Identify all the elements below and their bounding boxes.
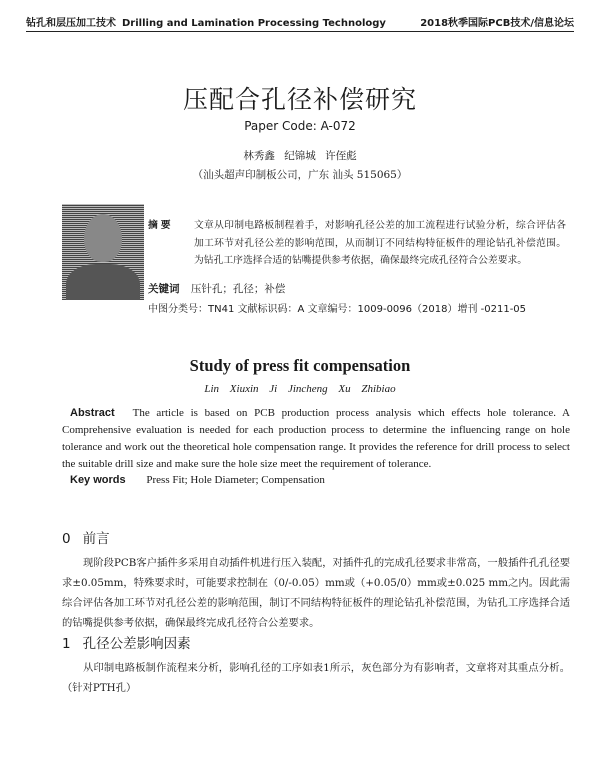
header-forum: 2018秋季国际PCB技术/信息论坛 — [420, 18, 574, 29]
affiliation-cn: （汕头超声印制板公司，广东 汕头 515065） — [192, 169, 408, 181]
authors-cn: 林秀鑫 纪锦城 许侄彪 — [243, 150, 357, 162]
author-photo-body — [66, 264, 140, 300]
section-body-0: 现阶段PCB客户插件多采用自动插件机进行压入装配，对插件孔的完成孔径要求非常高，一般插件孔孔径要求±0.05mm，特殊要求时，可能要求控制在（0/-0.05）mm或（+0.05/0）mm或±0.025 mm之内。因此需综合评估各加工环节对孔径公差的影响范围，制订不同结构特征板件的理论钻孔补偿范围，为钻孔工序选择合适的钻嘴提供参考依据，确保最终完成孔径符合公差要求。 — [62, 557, 570, 629]
section-title: 前言 — [82, 531, 110, 547]
header-rule — [26, 31, 574, 32]
keywords-en-label: Key words — [70, 474, 126, 486]
abstract-cn — [148, 217, 568, 266]
abstract-en-label: Abstract — [70, 407, 115, 419]
paper-title-en: Study of press fit compensation — [189, 356, 411, 375]
section-number: 0 — [62, 531, 71, 547]
keywords-cn-text: 压针孔；孔径；补偿 — [190, 283, 286, 295]
author-photo — [62, 204, 144, 300]
authors-en: Lin Xiuxin Ji Jincheng Xu Zhibiao — [204, 383, 396, 395]
header-section-cn: 钻孔和层压加工技术 — [26, 18, 116, 29]
classification-line: 中图分类号：TN41 文献标识码：A 文章编号：1009-0096（2018）增刊 -0211-05 — [148, 304, 527, 315]
abstract-en — [62, 405, 570, 473]
header-section-en: Drilling and Lamination Processing Technology — [122, 18, 386, 29]
section-title: 孔径公差影响因素 — [82, 636, 191, 652]
abstract-cn-label: 摘要 — [148, 220, 174, 231]
author-photo-head — [84, 214, 122, 262]
section-heading-0 — [62, 527, 110, 547]
keywords-en — [70, 474, 325, 486]
section-heading-1 — [62, 632, 191, 652]
paper-code: Paper Code: A-072 — [244, 119, 356, 133]
keywords-en-text: Press Fit; Hole Diameter; Compensation — [146, 474, 325, 486]
paper-title-cn: 压配合孔径补偿研究 — [182, 85, 417, 114]
section-body-1: 从印制电路板制作流程来分析，影响孔径的工序如表1所示，灰色部分为有影响者，文章将对其重点分析。（针对PTH孔） — [62, 662, 570, 694]
abstract-cn-text: 文章从印制电路板制程着手，对影响孔径公差的加工流程进行试验分析，综合评估各加工环节对孔径公差的影响范围，从而制订不同结构特征板件的理论钻孔补偿范围。为钻孔工序选择合适的钻嘴提供参考依据，确保最终完成孔径符合公差要求。 — [194, 220, 566, 266]
running-header — [26, 14, 574, 29]
keywords-cn-label: 关键词 — [148, 283, 180, 295]
keywords-cn — [148, 281, 285, 296]
abstract-en-text: The article is based on PCB production process analysis which effects hole tolerance. A Comprehensive evaluation is needed for each production process to determine the influencing range on hole tolerance and work out the theoretical hole compensation range. It provides the reference for drill process to select the suitable drill size and make sure the hole size meet the requirement of tolerance. — [62, 407, 570, 470]
section-number: 1 — [62, 636, 71, 652]
